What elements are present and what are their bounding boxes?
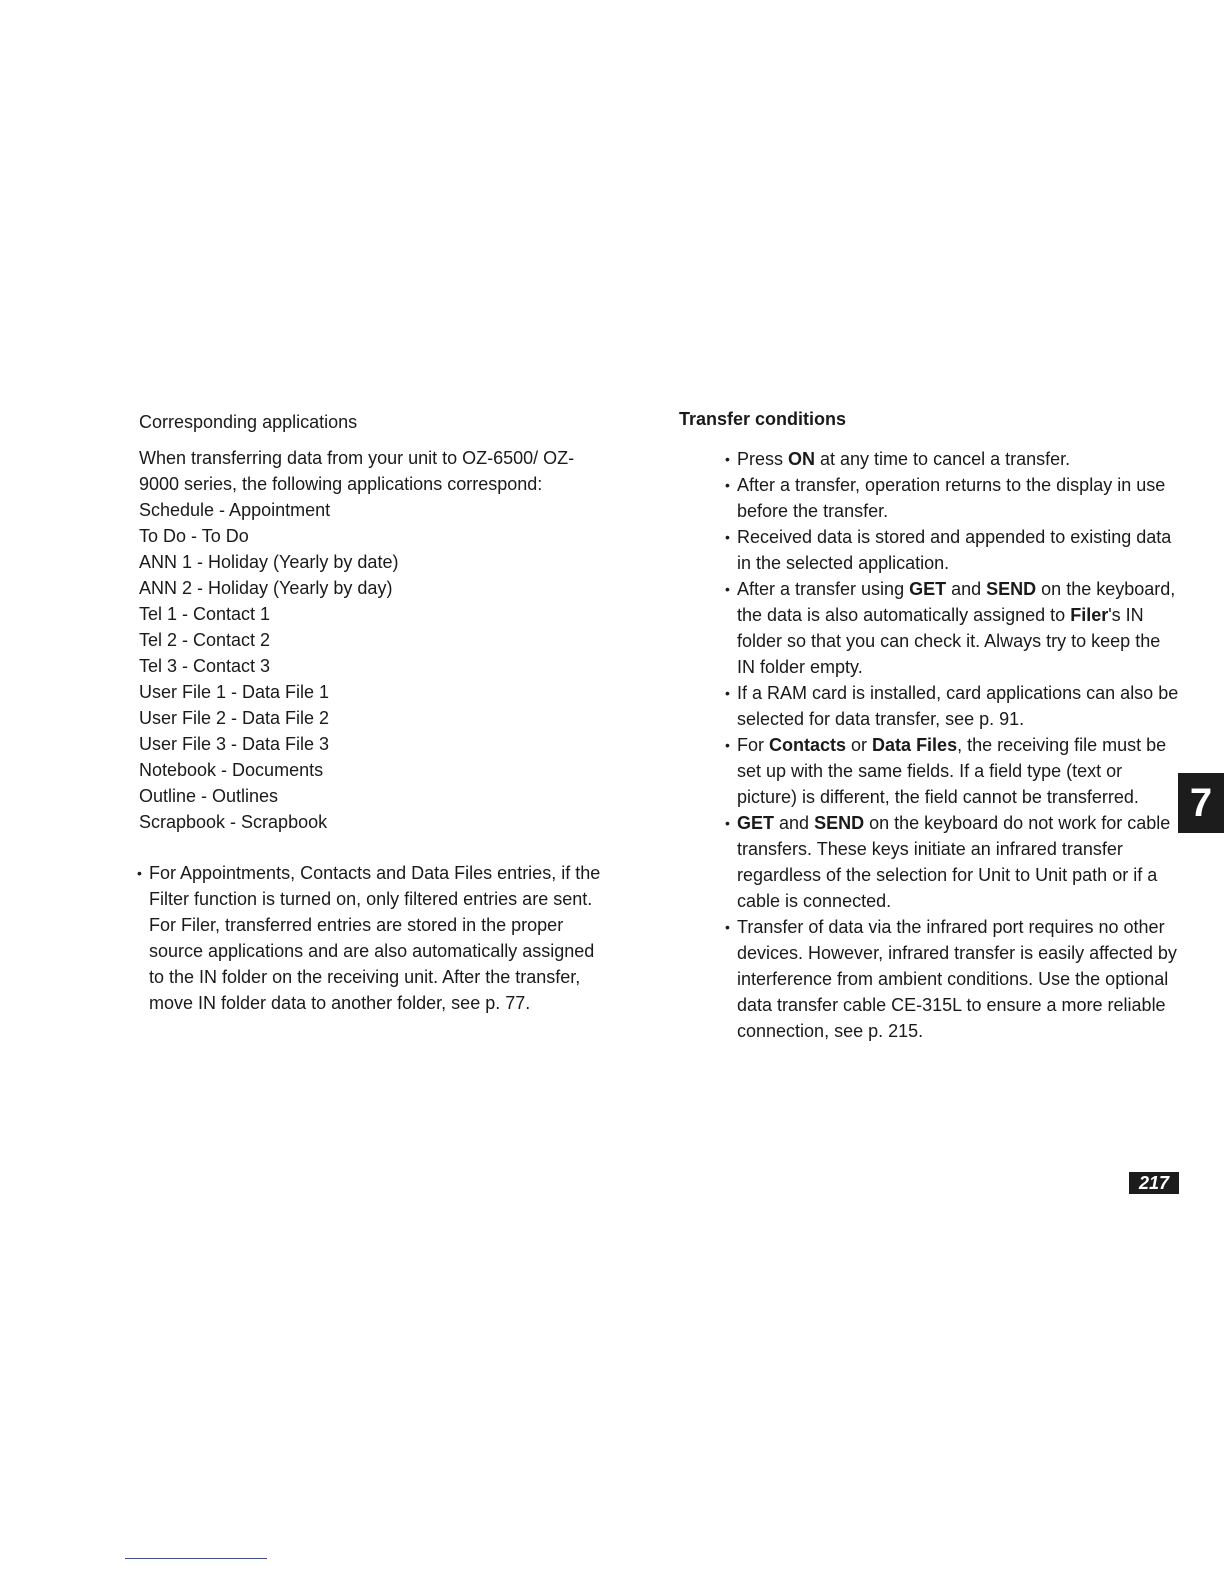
corresponding-applications-heading: Corresponding applications xyxy=(139,412,358,432)
data-files-term: Data Files xyxy=(872,735,958,755)
bullet-filer-in-folder xyxy=(727,576,1179,680)
text: 's IN folder so that you can check it. Always try to keep the IN folder empty. xyxy=(737,605,1161,677)
list-item: Notebook - Documents xyxy=(139,760,324,780)
text: and xyxy=(774,813,815,833)
bullet-contacts-datafiles xyxy=(727,732,1179,810)
text: at any time to cancel a transfer. xyxy=(815,449,1071,469)
footer-rule xyxy=(125,1558,267,1559)
filter-note: • For Appointments, Contacts and Data Files entries, if the Filter function is turned on, only filtered entries are sent. For Filer, transferred entries are stored in the proper source applications and are also automatically assigned to the IN folder on the receiving unit. After the transfer, move IN folder data to another folder, see p. 77. xyxy=(139,860,609,1016)
transfer-conditions-heading: Transfer conditions xyxy=(679,409,847,429)
list-item: User File 3 - Data File 3 xyxy=(139,734,330,754)
list-item: Scrapbook - Scrapbook xyxy=(139,812,328,832)
chapter-tab: 7 xyxy=(1178,773,1224,833)
key-get: GET xyxy=(737,813,775,833)
text: , the receiving file must be set up with the same fields. If a field type (text or picture) is different, the field cannot be transferred. xyxy=(737,735,1167,807)
list-item: Tel 3 - Contact 3 xyxy=(139,656,271,676)
list-item: Outline - Outlines xyxy=(139,786,279,806)
filer-term: Filer xyxy=(1070,605,1109,625)
left-column xyxy=(139,409,609,1016)
list-item: ANN 2 - Holiday (Yearly by day) xyxy=(139,578,393,598)
key-on: ON xyxy=(788,449,816,469)
list-item: Schedule - Appointment xyxy=(139,500,331,520)
key-get: GET xyxy=(909,579,947,599)
application-list xyxy=(139,497,609,835)
bullet-cancel-transfer xyxy=(727,446,1179,472)
bullet-cable-transfers xyxy=(727,810,1179,914)
text: For xyxy=(737,735,770,755)
page-number: 217 xyxy=(1129,1172,1179,1194)
key-send: SEND xyxy=(986,579,1037,599)
text: on the keyboard, the data is also automatically assigned to xyxy=(737,579,1176,625)
text: or xyxy=(846,735,873,755)
transfer-conditions-list xyxy=(727,446,1179,1044)
list-item: User File 1 - Data File 1 xyxy=(139,682,330,702)
right-column xyxy=(679,406,1179,1044)
list-item: To Do - To Do xyxy=(139,526,249,546)
text: on the keyboard do not work for cable transfers. These keys initiate an infrared transfer regardless of the selection for Unit to Unit path or if a cable is connected. xyxy=(737,813,1171,911)
list-item: Tel 2 - Contact 2 xyxy=(139,630,271,650)
bullet-display-return: • After a transfer, operation returns to the display in use before the transfer. xyxy=(727,472,1179,524)
bullet-infrared-port: • Transfer of data via the infrared port requires no other devices. However, infrared transfer is easily affected by interference from ambient conditions. Use the optional data transfer cable CE-315L to ensure a more reliable connection, see p. 215. xyxy=(727,914,1179,1044)
intro-paragraph: When transferring data from your unit to OZ-6500/ OZ-9000 series, the following applications correspond: xyxy=(139,448,575,494)
text: Press xyxy=(737,449,789,469)
list-item: ANN 1 - Holiday (Yearly by date) xyxy=(139,552,399,572)
bullet-data-appended: • Received data is stored and appended to existing data in the selected application. xyxy=(727,524,1179,576)
list-item: User File 2 - Data File 2 xyxy=(139,708,330,728)
bullet-ram-card: • If a RAM card is installed, card applications can also be selected for data transfer, see p. 91. xyxy=(727,680,1179,732)
list-item: Tel 1 - Contact 1 xyxy=(139,604,271,624)
key-send: SEND xyxy=(814,813,865,833)
contacts-term: Contacts xyxy=(769,735,847,755)
filter-note-list xyxy=(139,860,609,1016)
text: and xyxy=(946,579,987,599)
text: After a transfer using xyxy=(737,579,910,599)
